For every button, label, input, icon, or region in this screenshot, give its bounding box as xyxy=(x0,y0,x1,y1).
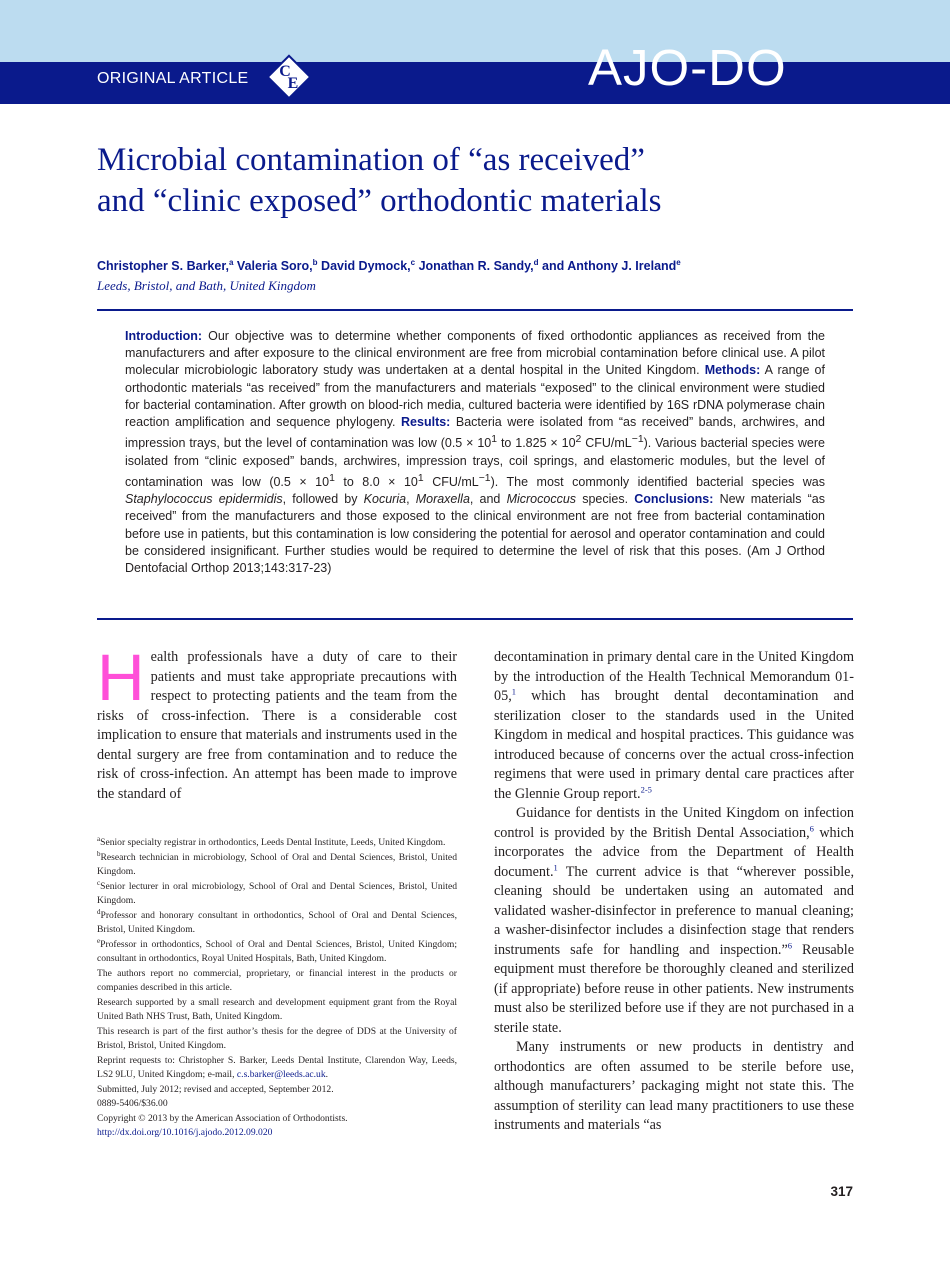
author-name: Jonathan R. Sandy, xyxy=(415,259,534,274)
species-name: Moraxella xyxy=(415,492,470,507)
citation[interactable]: 2-5 xyxy=(640,783,652,794)
body-paragraph: Guidance for dentists in the United Kingdom on infection control is provided by the British Dental Association,$^6$ which incorporates the advice from the Department of Health document.$^1$ The current advice is that “wherever possible, cleaning should be undertaken using an automated and validated washer-disinfector in preference to manual cleaning; a washer-disinfector includes a disinfection stage that renders instruments safe for handling and inspection.”$^6$ Reusable equipment must therefore be thoroughly cleaned and sterilized (if appropriate) before reuse in other patients. New instruments must also be sterilized before use if they are not purchased in a sterile state. xyxy=(494,805,854,1036)
exponent: 1 xyxy=(417,472,424,484)
abstract-heading-results: Results: xyxy=(401,415,451,430)
author-affiliation: Leeds, Bristol, and Bath, United Kingdom xyxy=(97,278,316,293)
thesis-note: This research is part of the first author’s thesis for the degree of DDS at the University of Bristol, Bristol, United Kingdom. xyxy=(97,1025,457,1051)
doi-link[interactable]: http://dx.doi.org/10.1016/j.ajodo.2012.09.020 xyxy=(97,1127,273,1138)
journal-logo: AJO-DO xyxy=(588,39,787,96)
article-title xyxy=(97,140,857,222)
exponent: 1 xyxy=(491,434,498,446)
title-line-1: Microbial contamination of “as received” xyxy=(97,142,645,178)
abstract-text: CFU/mL xyxy=(423,474,479,489)
exponent: −1 xyxy=(631,434,644,446)
author-name: and Anthony J. Ireland xyxy=(538,259,677,274)
species-name: Kocuria xyxy=(363,492,407,507)
ce-badge-icon xyxy=(264,52,314,102)
body-paragraph: Many instruments or new products in dentistry and orthodontics are often assumed to be sterile before use, although manufacturers’ packaging might not state this. The assumption of sterility can lead many practitioners to use these instruments and materials “as xyxy=(494,1039,854,1133)
abstract-text: , xyxy=(406,492,416,507)
abstract-text: species. xyxy=(576,492,629,507)
citation[interactable]: 6 xyxy=(809,822,814,833)
copyright: Copyright © 2013 by the American Association of Orthodontists. xyxy=(97,1112,348,1124)
ce-letter-e: E xyxy=(287,75,299,92)
body-column-left xyxy=(97,640,457,804)
reprint-note: Reprint requests to: Christopher S. Barker, Leeds Dental Institute, Clarendon Way, Leeds, LS2 9LU, United Kingdom; e-mail, c.s.barker@leeds.ac.uk. xyxy=(97,1054,457,1080)
drop-cap: H xyxy=(97,640,145,714)
abstract-heading-methods: Methods: xyxy=(704,363,761,378)
abstract-text: , followed by xyxy=(282,492,364,507)
footnotes xyxy=(97,836,457,1141)
issn: 0889-5406/$36.00 xyxy=(97,1098,168,1109)
author-name: David Dymock, xyxy=(317,259,411,274)
abstract-text: ). The most commonly identified bacterial species was xyxy=(490,474,826,489)
exponent: 2 xyxy=(575,434,582,446)
footnote: $^c$Senior lecturer in oral microbiology, School of Oral and Dental Sciences, Bristol, United Kingdom. xyxy=(97,878,457,906)
header-top-band xyxy=(0,0,950,62)
citation[interactable]: 6 xyxy=(787,939,793,950)
footnote: $^d$Professor and honorary consultant in orthodontics, School of Oral and Dental Sciences, Bristol, United Kingdom. xyxy=(97,907,457,935)
abstract-text: Bacteria were isolated from “as received” bands, archwires, and impression trays, but the level of contamination was low (0.5 × 10 xyxy=(125,415,825,451)
article-type-label: ORIGINAL ARTICLE xyxy=(97,70,249,87)
abstract-top-rule xyxy=(97,309,853,311)
author-affil-mark: c xyxy=(410,258,416,267)
abstract-heading-introduction: Introduction: xyxy=(125,329,203,343)
abstract-text: Our objective was to determine whether components of fixed orthodontic appliances as received from the manufacturers and after exposure to the clinical environment are free from microbial contamination before clinical use. A pilot molecular microbiologic laboratory study was undertaken at a dental hospital in the United Kingdom. xyxy=(125,329,825,378)
species-name: Micrococcus xyxy=(506,492,577,507)
abstract-text: New materials “as received” from the manufacturers and those exposed to the clinical environment are not free from bacterial contamination before use in patients, but this contamination is low considering the potential for aerosol and operator contamination and could be considered insignificant. Further studies would be required to determine the level of risk that this poses. (Am J Orthod Dentofacial Orthop 2013;143:317-23) xyxy=(125,492,825,575)
exponent: −1 xyxy=(478,472,491,484)
author-list xyxy=(97,258,857,273)
footnote: $^b$Research technician in microbiology, School of Oral and Dental Sciences, Bristol, United Kingdom. xyxy=(97,849,457,877)
abstract-text: to 1.825 × 10 xyxy=(497,436,576,451)
abstract-text: A range of orthodontic materials “as received” from the manufacturers and materials “exposed” to the clinical environment were studied for bacterial contamination. After growth on blood-rich media, cultured bacteria were identified by 16S rDNA polymerase chain reaction amplification and sequence phylogeny. xyxy=(125,363,825,430)
author-name: Christopher S. Barker, xyxy=(97,259,229,274)
disclosure-note: The authors report no commercial, proprietary, or financial interest in the products or companies described in this article. xyxy=(97,967,457,993)
footnote: $^e$Professor in orthodontics, School of Oral and Dental Sciences, Bristol, United Kingdom; consultant in orthodontics, Royal United Hospitals, Bath, United Kingdom. xyxy=(97,936,457,964)
author-affil-mark: e xyxy=(676,258,681,267)
author-affil-mark: a xyxy=(229,258,234,267)
body-column-right xyxy=(494,648,854,1136)
abstract-text: ). Various bacterial species were isolated from “clinic exposed” bands, archwires, impression trays, coil springs, and elastomeric modules, but the level of contamination was low (0.5 × 10 xyxy=(125,436,826,489)
title-line-2: and “clinic exposed” orthodontic materials xyxy=(97,183,662,219)
email-link[interactable]: c.s.barker@leeds.ac.uk xyxy=(236,1069,326,1080)
exponent: 1 xyxy=(329,472,335,484)
body-paragraph: decontamination in primary dental care in the United Kingdom by the introduction of the Health Technical Memorandum 01-05,$^1$ which has brought dental decontamination and sterilization closer to the standards used in the United Kingdom in medical and hospital practices. This guidance was introduced because of concerns over the actual cross-infection regimens that were used in primary dental care practices after the Glennie Group report.$^{2-5}$ xyxy=(494,649,854,802)
author-affil-mark: d xyxy=(533,258,539,267)
abstract-heading-conclusions: Conclusions: xyxy=(634,492,714,507)
citation[interactable]: 1 xyxy=(511,686,516,697)
citation[interactable]: 1 xyxy=(553,861,558,872)
funding-note: Research supported by a small research and development equipment grant from the Royal United Bath NHS Trust, Bath, United Kingdom. xyxy=(97,996,457,1022)
abstract-text: CFU/mL xyxy=(581,436,632,451)
abstract-text: to 8.0 × 10 xyxy=(334,474,418,489)
author-affil-mark: b xyxy=(312,258,318,267)
abstract-bottom-rule xyxy=(97,618,853,620)
page-number: 317 xyxy=(830,1184,853,1199)
abstract xyxy=(125,328,825,577)
author-name: Valeria Soro, xyxy=(233,259,313,274)
body-paragraph: ealth professionals have a duty of care to their patients and must take appropriate precautions with respect to protecting patients and the team from the risks of cross-infection. There is a considerable cost implication to ensure that materials and instruments used in the dental surgery are free from contamination and to reduce the risk of cross-infection. An attempt has been made to improve the standard of xyxy=(97,649,457,802)
footnote: $^a$Senior specialty registrar in orthodontics, Leeds Dental Institute, Leeds, United Kingdom. xyxy=(97,834,446,848)
submission-dates: Submitted, July 2012; revised and accepted, September 2012. xyxy=(97,1083,334,1095)
species-name: Staphylococcus epidermidis xyxy=(125,492,283,507)
abstract-text: , and xyxy=(469,492,507,507)
ce-letter-c: C xyxy=(279,63,291,80)
